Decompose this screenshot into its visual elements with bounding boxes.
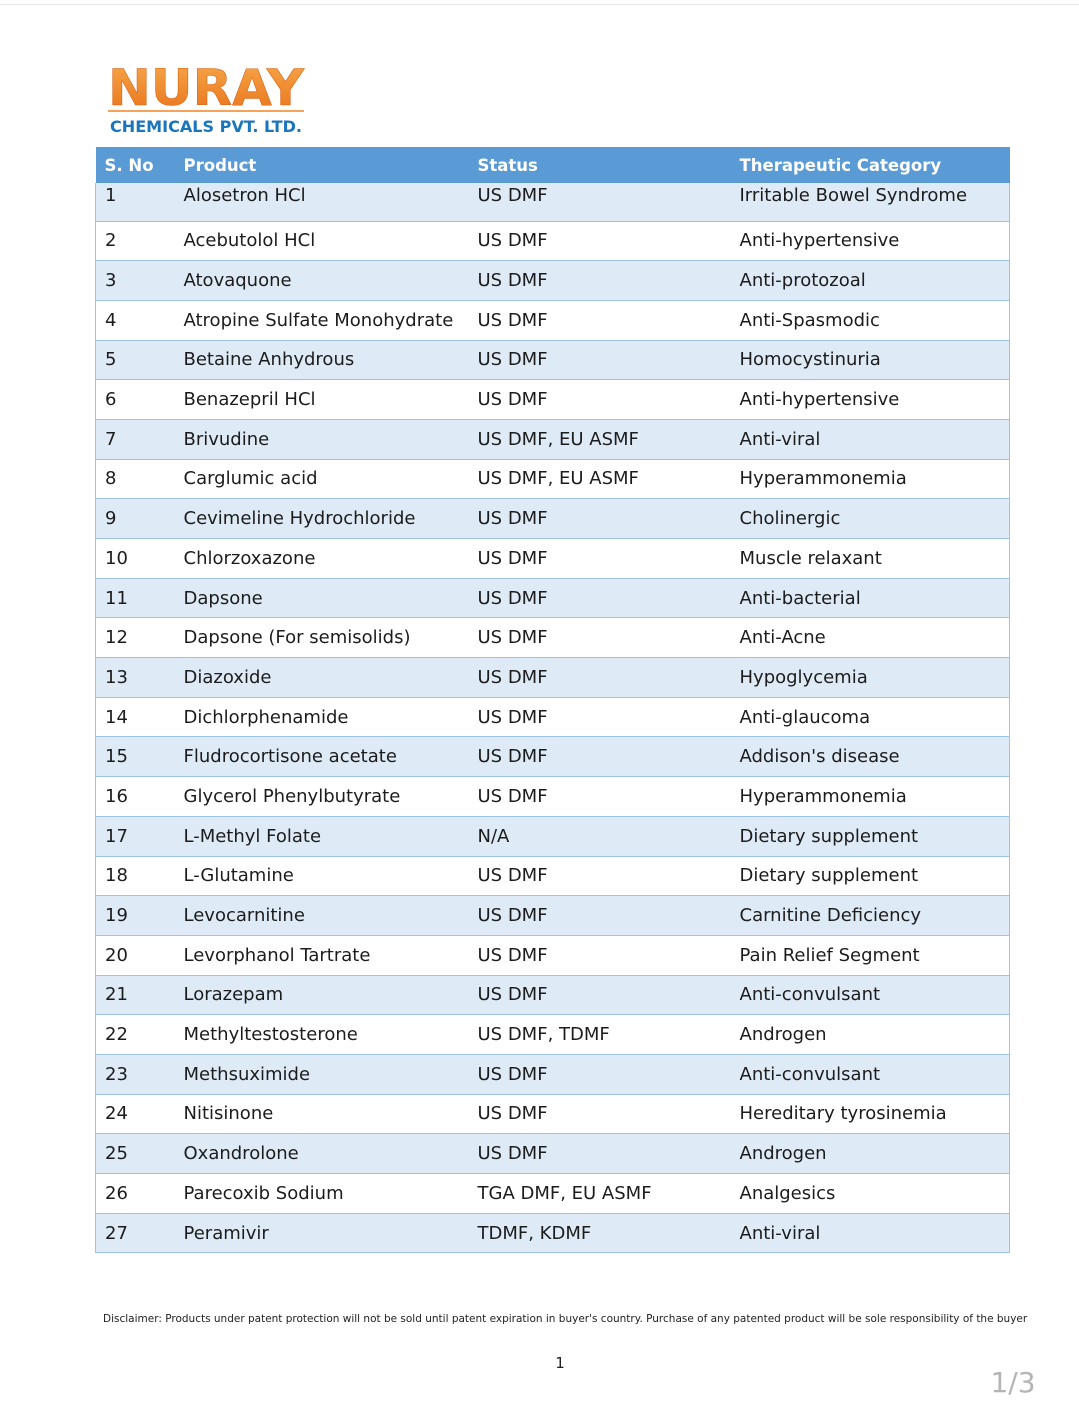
cell-serial-no: 1 (96, 183, 175, 221)
logo-subtitle: CHEMICALS PVT. LTD. (110, 117, 302, 136)
cell-therapeutic-category: Hyperammonemia (731, 459, 1010, 499)
cell-therapeutic-category: Androgen (731, 1134, 1010, 1174)
cell-product: Lorazepam (175, 975, 469, 1015)
table-row (96, 340, 1010, 380)
cell-therapeutic-category: Anti-Spasmodic (731, 300, 1010, 340)
cell-status: US DMF (469, 896, 731, 936)
cell-serial-no: 15 (96, 737, 175, 777)
cell-serial-no: 17 (96, 816, 175, 856)
header-serial-no: S. No (96, 147, 175, 183)
cell-therapeutic-category: Anti-convulsant (731, 1054, 1010, 1094)
cell-therapeutic-category: Cholinergic (731, 499, 1010, 539)
table-row (96, 935, 1010, 975)
nuray-logo-graphic (108, 58, 308, 138)
cell-serial-no: 18 (96, 856, 175, 896)
cell-serial-no: 20 (96, 935, 175, 975)
cell-status: US DMF (469, 183, 731, 221)
cell-product: L-Glutamine (175, 856, 469, 896)
table-row (96, 856, 1010, 896)
cell-serial-no: 24 (96, 1094, 175, 1134)
cell-serial-no: 13 (96, 658, 175, 698)
cell-therapeutic-category: Homocystinuria (731, 340, 1010, 380)
cell-serial-no: 19 (96, 896, 175, 936)
cell-product: Chlorzoxazone (175, 539, 469, 579)
cell-product: Methyltestosterone (175, 1015, 469, 1055)
company-logo (108, 58, 308, 138)
cell-serial-no: 8 (96, 459, 175, 499)
cell-status: US DMF (469, 856, 731, 896)
cell-serial-no: 22 (96, 1015, 175, 1055)
table-row (96, 419, 1010, 459)
table-row (96, 380, 1010, 420)
table-row (96, 539, 1010, 579)
table-row (96, 1015, 1010, 1055)
cell-status: US DMF (469, 697, 731, 737)
cell-therapeutic-category: Hereditary tyrosinemia (731, 1094, 1010, 1134)
cell-status: US DMF (469, 578, 731, 618)
cell-product: Oxandrolone (175, 1134, 469, 1174)
cell-serial-no: 27 (96, 1213, 175, 1253)
cell-status: US DMF (469, 737, 731, 777)
cell-product: Dapsone (175, 578, 469, 618)
cell-status: US DMF (469, 975, 731, 1015)
cell-status: US DMF, TDMF (469, 1015, 731, 1055)
cell-product: Glycerol Phenylbutyrate (175, 777, 469, 817)
cell-therapeutic-category: Androgen (731, 1015, 1010, 1055)
table-row (96, 1094, 1010, 1134)
header-product: Product (175, 147, 469, 183)
header-status: Status (469, 147, 731, 183)
table-row (96, 777, 1010, 817)
cell-status: US DMF (469, 1094, 731, 1134)
cell-serial-no: 16 (96, 777, 175, 817)
cell-status: US DMF (469, 618, 731, 658)
cell-serial-no: 5 (96, 340, 175, 380)
table-row (96, 221, 1010, 261)
cell-product: Betaine Anhydrous (175, 340, 469, 380)
cell-product: Atovaquone (175, 261, 469, 301)
cell-serial-no: 14 (96, 697, 175, 737)
table-row (96, 578, 1010, 618)
table-row (96, 1174, 1010, 1214)
cell-serial-no: 21 (96, 975, 175, 1015)
cell-therapeutic-category: Anti-bacterial (731, 578, 1010, 618)
cell-status: N/A (469, 816, 731, 856)
cell-product: Dichlorphenamide (175, 697, 469, 737)
table-row (96, 658, 1010, 698)
cell-product: Carglumic acid (175, 459, 469, 499)
cell-status: US DMF (469, 1134, 731, 1174)
cell-therapeutic-category: Anti-convulsant (731, 975, 1010, 1015)
cell-product: L-Methyl Folate (175, 816, 469, 856)
cell-product: Alosetron HCl (175, 183, 469, 221)
cell-therapeutic-category: Dietary supplement (731, 816, 1010, 856)
table-row (96, 261, 1010, 301)
cell-therapeutic-category: Anti-glaucoma (731, 697, 1010, 737)
cell-status: TGA DMF, EU ASMF (469, 1174, 731, 1214)
table-row (96, 499, 1010, 539)
table-row (96, 737, 1010, 777)
cell-status: US DMF (469, 658, 731, 698)
page-number: 1 (555, 1354, 565, 1372)
cell-status: US DMF (469, 300, 731, 340)
table-row (96, 975, 1010, 1015)
logo-wordmark: NURAY (108, 59, 305, 117)
table-row (96, 896, 1010, 936)
cell-product: Levorphanol Tartrate (175, 935, 469, 975)
cell-status: US DMF (469, 539, 731, 579)
table-header-row (96, 147, 1010, 183)
cell-status: US DMF (469, 261, 731, 301)
cell-therapeutic-category: Pain Relief Segment (731, 935, 1010, 975)
cell-therapeutic-category: Carnitine Deficiency (731, 896, 1010, 936)
cell-therapeutic-category: Muscle relaxant (731, 539, 1010, 579)
cell-serial-no: 26 (96, 1174, 175, 1214)
table-row (96, 1213, 1010, 1253)
table-row (96, 618, 1010, 658)
cell-product: Diazoxide (175, 658, 469, 698)
table-row (96, 816, 1010, 856)
cell-therapeutic-category: Anti-viral (731, 1213, 1010, 1253)
table-row (96, 183, 1010, 221)
cell-serial-no: 2 (96, 221, 175, 261)
cell-serial-no: 12 (96, 618, 175, 658)
cell-product: Atropine Sulfate Monohydrate (175, 300, 469, 340)
table-row (96, 459, 1010, 499)
cell-therapeutic-category: Hypoglycemia (731, 658, 1010, 698)
cell-serial-no: 4 (96, 300, 175, 340)
cell-serial-no: 6 (96, 380, 175, 420)
cell-serial-no: 23 (96, 1054, 175, 1094)
cell-status: US DMF (469, 221, 731, 261)
cell-status: US DMF, EU ASMF (469, 419, 731, 459)
cell-status: US DMF (469, 340, 731, 380)
cell-product: Peramivir (175, 1213, 469, 1253)
cell-status: US DMF (469, 380, 731, 420)
cell-serial-no: 7 (96, 419, 175, 459)
disclaimer-text: Disclaimer: Products under patent protection will not be sold until patent expiration in buyer's country. Purchase of any patented product will be sole responsibility of the buyer (103, 1313, 1028, 1325)
cell-serial-no: 25 (96, 1134, 175, 1174)
cell-product: Nitisinone (175, 1094, 469, 1134)
cell-product: Methsuximide (175, 1054, 469, 1094)
cell-product: Cevimeline Hydrochloride (175, 499, 469, 539)
page-indicator: 1/3 (990, 1366, 1036, 1399)
table-row (96, 1054, 1010, 1094)
cell-therapeutic-category: Dietary supplement (731, 856, 1010, 896)
top-divider (0, 4, 1079, 5)
table-body (96, 183, 1010, 1253)
cell-therapeutic-category: Anti-viral (731, 419, 1010, 459)
cell-therapeutic-category: Anti-protozoal (731, 261, 1010, 301)
products-table (95, 147, 1010, 1253)
cell-therapeutic-category: Anti-hypertensive (731, 380, 1010, 420)
cell-therapeutic-category: Addison's disease (731, 737, 1010, 777)
cell-status: US DMF, EU ASMF (469, 459, 731, 499)
cell-therapeutic-category: Anti-hypertensive (731, 221, 1010, 261)
cell-product: Fludrocortisone acetate (175, 737, 469, 777)
cell-therapeutic-category: Analgesics (731, 1174, 1010, 1214)
cell-status: US DMF (469, 777, 731, 817)
cell-status: TDMF, KDMF (469, 1213, 731, 1253)
cell-serial-no: 11 (96, 578, 175, 618)
cell-product: Benazepril HCl (175, 380, 469, 420)
cell-status: US DMF (469, 499, 731, 539)
cell-product: Brivudine (175, 419, 469, 459)
cell-therapeutic-category: Irritable Bowel Syndrome (731, 183, 1010, 221)
cell-product: Acebutolol HCl (175, 221, 469, 261)
cell-status: US DMF (469, 1054, 731, 1094)
cell-product: Parecoxib Sodium (175, 1174, 469, 1214)
cell-therapeutic-category: Anti-Acne (731, 618, 1010, 658)
cell-serial-no: 10 (96, 539, 175, 579)
table-row (96, 1134, 1010, 1174)
cell-product: Dapsone (For semisolids) (175, 618, 469, 658)
table-row (96, 300, 1010, 340)
cell-status: US DMF (469, 935, 731, 975)
cell-therapeutic-category: Hyperammonemia (731, 777, 1010, 817)
cell-serial-no: 9 (96, 499, 175, 539)
cell-product: Levocarnitine (175, 896, 469, 936)
table-row (96, 697, 1010, 737)
cell-serial-no: 3 (96, 261, 175, 301)
header-therapeutic-category: Therapeutic Category (731, 147, 1010, 183)
